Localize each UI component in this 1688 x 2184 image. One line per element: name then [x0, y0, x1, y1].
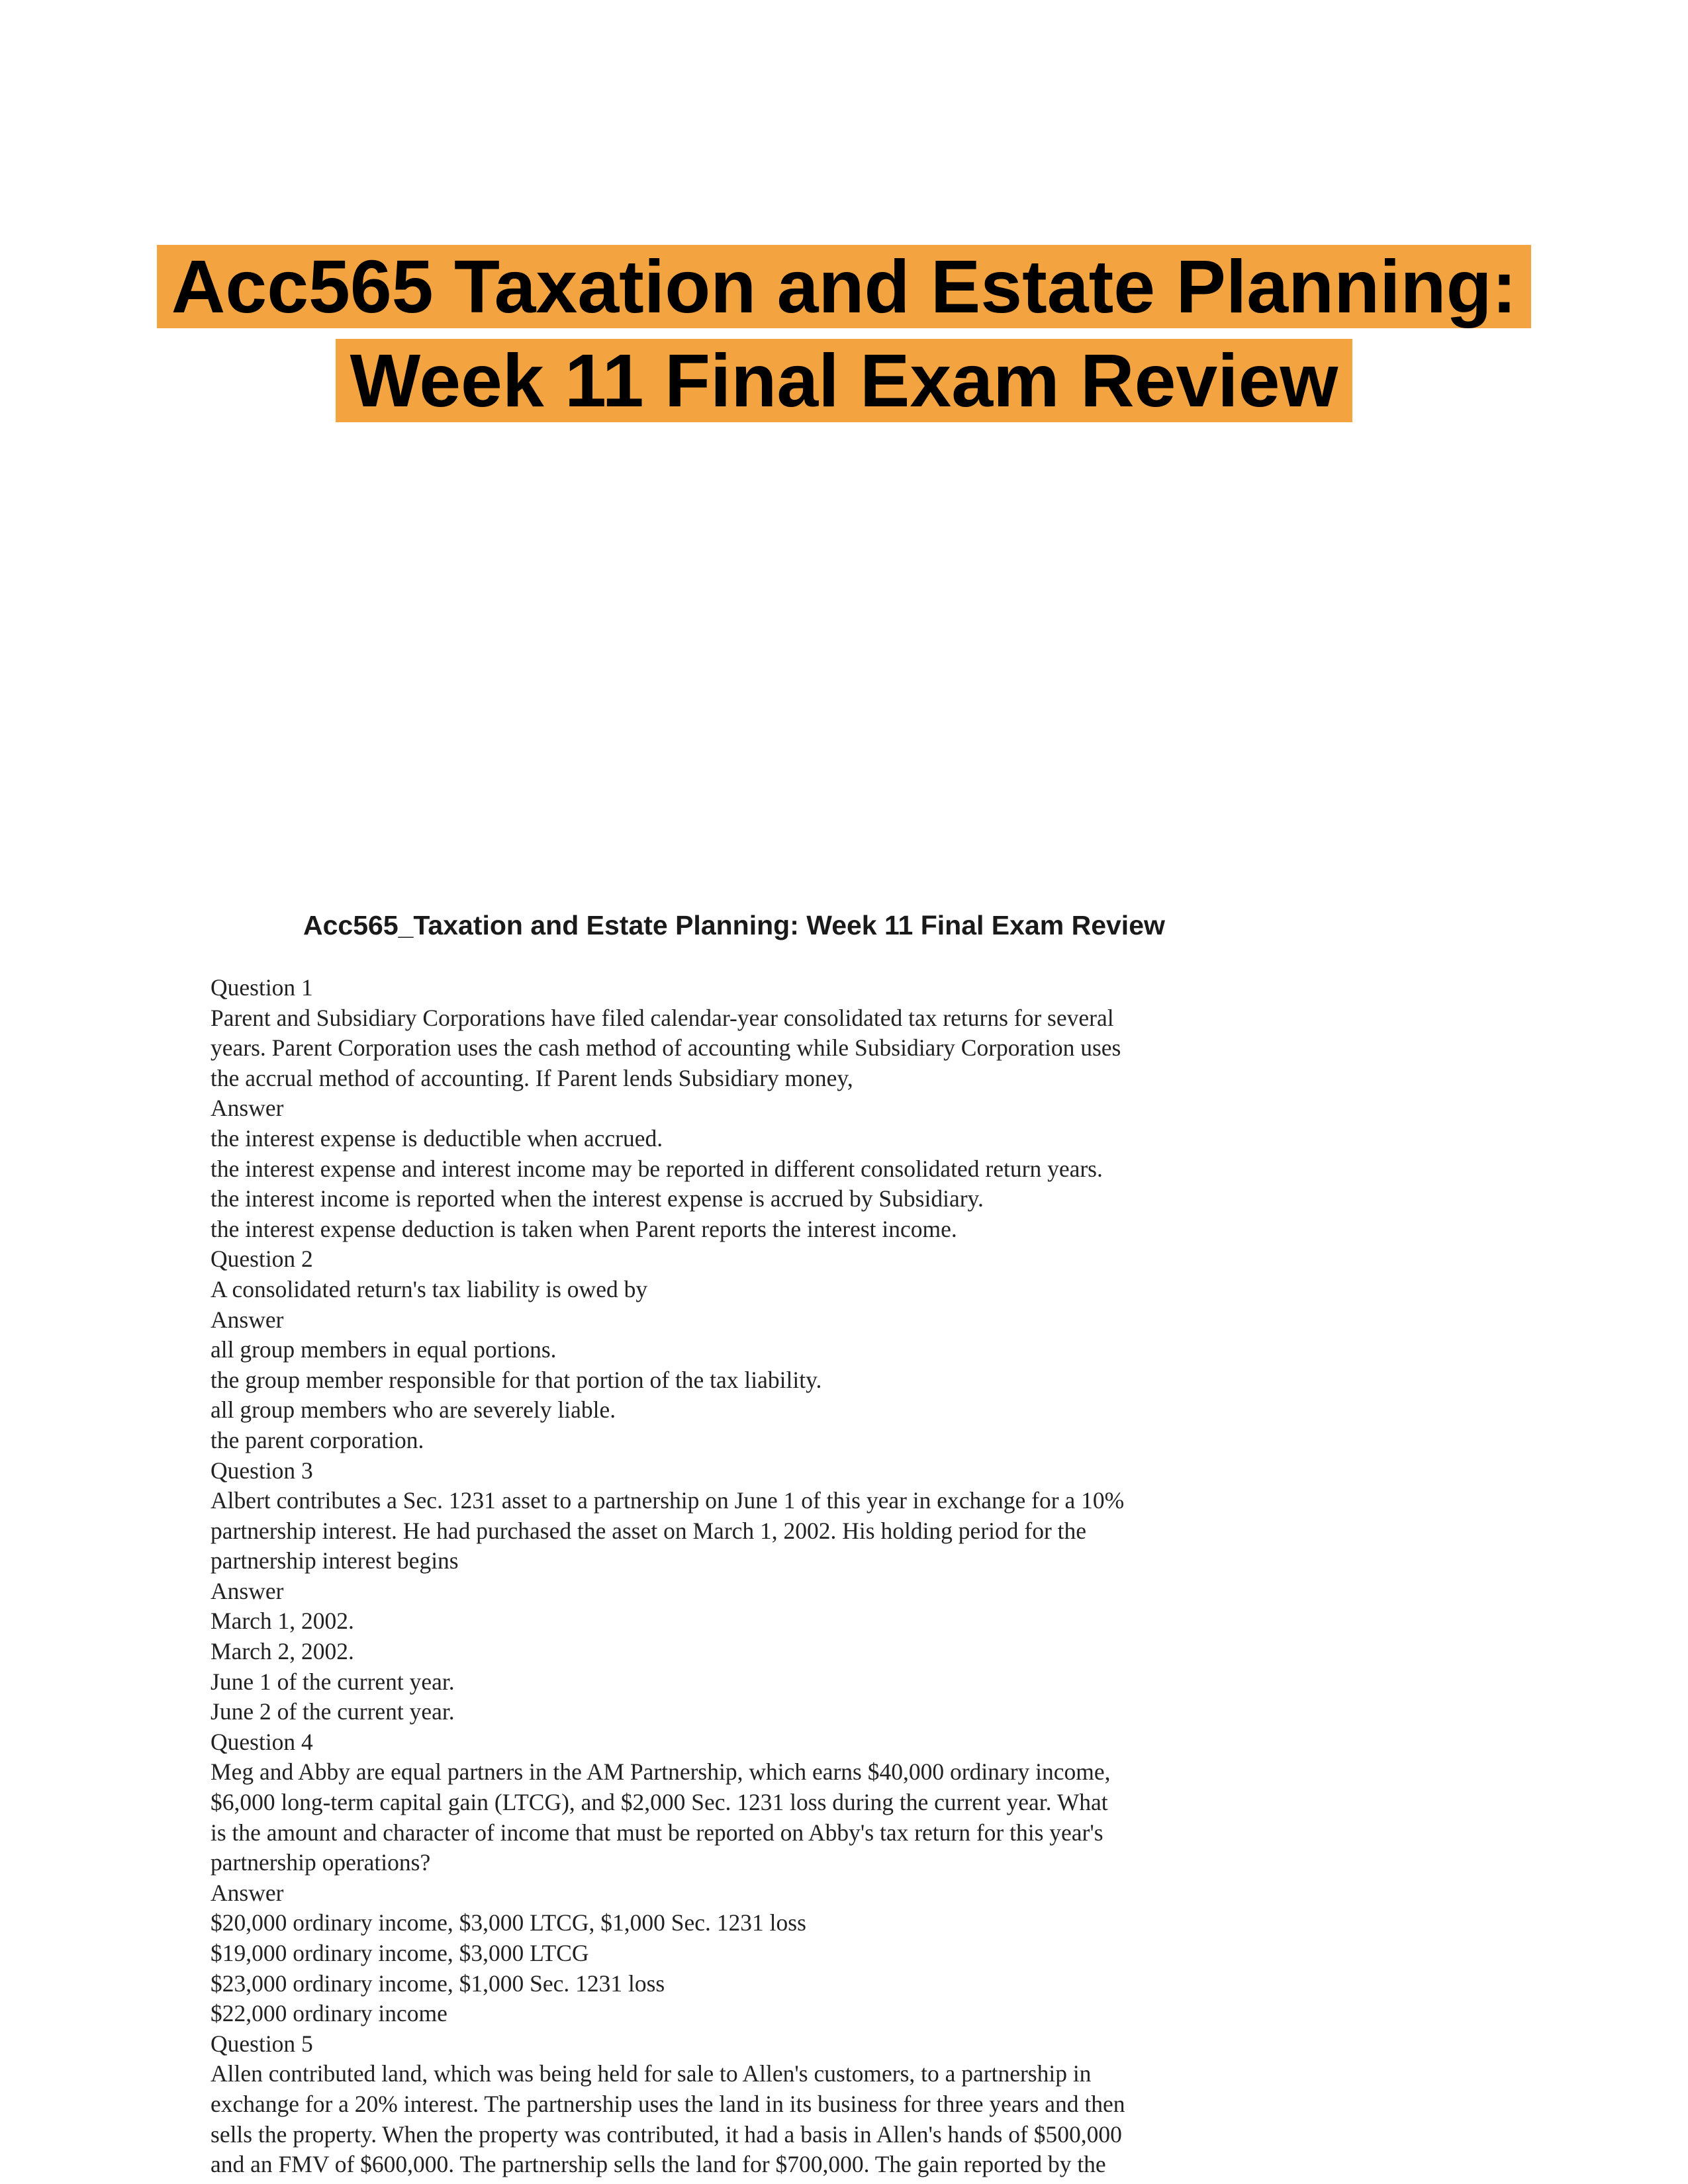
text-line: $19,000 ordinary income, $3,000 LTCG — [211, 1940, 589, 1966]
text-line: the interest income is reported when the interest expense is accrued by Subsidiary. — [211, 1185, 984, 1212]
text-line: June 1 of the current year. — [211, 1668, 455, 1695]
text-line: March 2, 2002. — [211, 1638, 354, 1665]
text-line: Albert contributes a Sec. 1231 asset to a partnership on June 1 of this year in exchange for a 10% — [211, 1487, 1125, 1514]
text-line: the group member responsible for that portion of the tax liability. — [211, 1366, 822, 1393]
text-line: all group members who are severely liable. — [211, 1396, 616, 1424]
text-line: A consolidated return's tax liability is owed by — [211, 1275, 648, 1302]
text-line: years. Parent Corporation uses the cash method of accounting while Subsidiary Corporation uses — [211, 1034, 1121, 1062]
text-line: Parent and Subsidiary Corporations have filed calendar-year consolidated tax returns for several — [211, 1004, 1114, 1031]
text-line: $22,000 ordinary income — [211, 2000, 447, 2027]
text-line: sells the property. When the property was contributed, it had a basis in Allen's hands of $500,000 — [211, 2120, 1122, 2148]
text-line: $6,000 long-term capital gain (LTCG), and $2,000 Sec. 1231 loss during the current year. What — [211, 1789, 1108, 1816]
text-line: March 1, 2002. — [211, 1608, 354, 1635]
question-heading: Question 4 — [211, 1728, 313, 1755]
document-banner-title — [0, 240, 1688, 428]
text-line: all group members in equal portions. — [211, 1336, 557, 1363]
text-line: Allen contributed land, which was being held for sale to Allen's customers, to a partnership in — [211, 2060, 1092, 2087]
text-line: the parent corporation. — [211, 1426, 424, 1453]
text-line: partnership interest begins — [211, 1547, 459, 1574]
question-heading: Question 5 — [211, 2030, 313, 2057]
answer-label: Answer — [211, 1306, 284, 1333]
scanned-page — [211, 897, 1296, 2184]
banner-title-line-1: Acc565 Taxation and Estate Planning: — [157, 245, 1531, 328]
text-line: exchange for a 20% interest. The partnership uses the land in its business for three years and then — [211, 2090, 1125, 2117]
text-line: the interest expense and interest income may be reported in different consolidated return years. — [211, 1155, 1103, 1182]
text-line: June 2 of the current year. — [211, 1698, 455, 1725]
question-heading: Question 1 — [211, 974, 313, 1001]
text-line: partnership interest. He had purchased the asset on March 1, 2002. His holding period for the — [211, 1517, 1087, 1544]
question-heading: Question 3 — [211, 1457, 313, 1484]
text-line: and an FMV of $600,000. The partnership sells the land for $700,000. The gain reported by the — [211, 2151, 1106, 2178]
answer-label: Answer — [211, 1577, 284, 1604]
banner-title-line-2: Week 11 Final Exam Review — [336, 339, 1353, 422]
text-line: the accrual method of accounting. If Parent lends Subsidiary money, — [211, 1064, 853, 1091]
text-line: the interest expense deduction is taken when Parent reports the interest income. — [211, 1215, 957, 1242]
text-line: $20,000 ordinary income, $3,000 LTCG, $1,000 Sec. 1231 loss — [211, 1909, 806, 1936]
text-line: Meg and Abby are equal partners in the AM Partnership, which earns $40,000 ordinary income, — [211, 1758, 1111, 1786]
scanned-page-title: Acc565_Taxation and Estate Planning: Week 11 Final Exam Review — [303, 910, 1165, 940]
text-line: is the amount and character of income that must be reported on Abby's tax return for this year's — [211, 1819, 1103, 1846]
text-line: the interest expense is deductible when accrued. — [211, 1124, 663, 1152]
scanned-page-body — [211, 973, 1296, 2180]
text-line: partnership operations? — [211, 1849, 431, 1876]
text-line: $23,000 ordinary income, $1,000 Sec. 1231 loss — [211, 1970, 665, 1997]
answer-label: Answer — [211, 1095, 284, 1122]
answer-label: Answer — [211, 1879, 284, 1906]
question-heading: Question 2 — [211, 1246, 313, 1273]
